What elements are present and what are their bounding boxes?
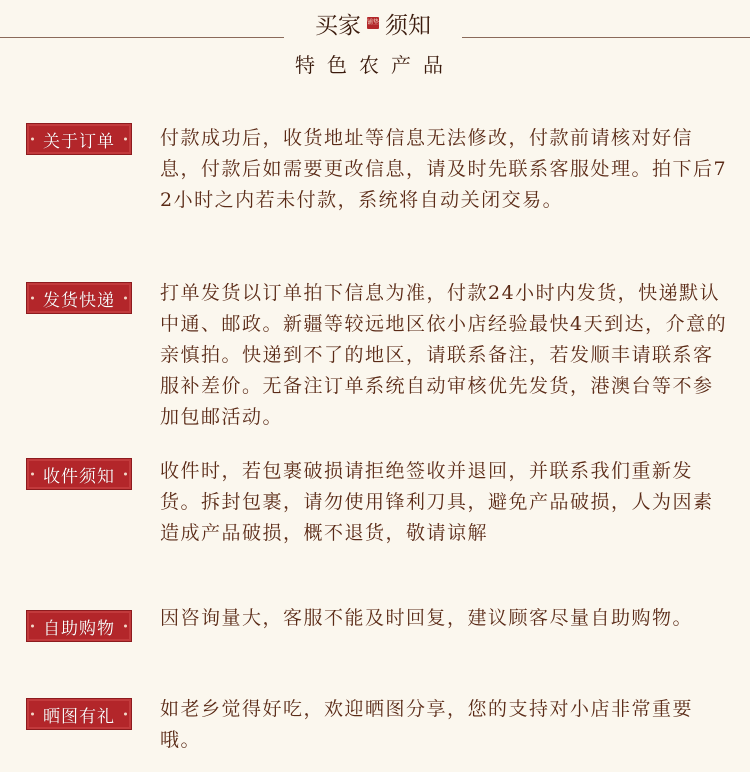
title-left: 买家 bbox=[315, 12, 361, 39]
tag-text: 关于订单 bbox=[43, 131, 115, 152]
section-text: 付款成功后，收货地址等信息无法修改，付款前请核对好信息，付款后如需要更改信息，请及时先联系客服处理。拍下后72小时之内若未付款，系统将自动关闭交易。 bbox=[160, 127, 728, 211]
page-header bbox=[0, 0, 750, 90]
tag-label bbox=[26, 698, 132, 730]
tag-label bbox=[26, 458, 132, 490]
seal-stamp: 铺垫 bbox=[367, 17, 379, 29]
tag-text: 自助购物 bbox=[43, 618, 115, 639]
tag-label bbox=[26, 610, 132, 642]
header-divider-left bbox=[0, 37, 284, 38]
tag-text: 收件须知 bbox=[43, 466, 115, 487]
title-right: 须知 bbox=[385, 12, 431, 39]
tag-text: 晒图有礼 bbox=[43, 706, 115, 727]
tag-label bbox=[26, 123, 132, 155]
header-divider-right bbox=[462, 37, 750, 38]
page-subtitle: 特色农产品 bbox=[295, 53, 455, 77]
section-text: 如老乡觉得好吃，欢迎晒图分享，您的支持对小店非常重要哦。 bbox=[160, 698, 694, 751]
section-text: 收件时，若包裹破损请拒绝签收并退回，并联系我们重新发货。拆封包裹，请勿使用锋利刀具，避免产品破损，人为因素造成产品破损，概不退货，敬请谅解 bbox=[160, 460, 714, 544]
section-text: 因咨询量大，客服不能及时回复，建议顾客尽量自助购物。 bbox=[160, 607, 694, 629]
section-text: 打单发货以订单拍下信息为准，付款24小时内发货，快递默认中通、邮政。新疆等较远地区依小店经验最快4天到达，介意的亲慎拍。快递到不了的地区，请联系备注，若发顺丰请联系客服补差价。无备注订单系统自动审核优先发货，港澳台等不参加包邮活动。 bbox=[160, 282, 728, 428]
tag-text: 发货快递 bbox=[43, 290, 115, 311]
tag-label bbox=[26, 282, 132, 314]
page-title bbox=[284, 6, 462, 40]
